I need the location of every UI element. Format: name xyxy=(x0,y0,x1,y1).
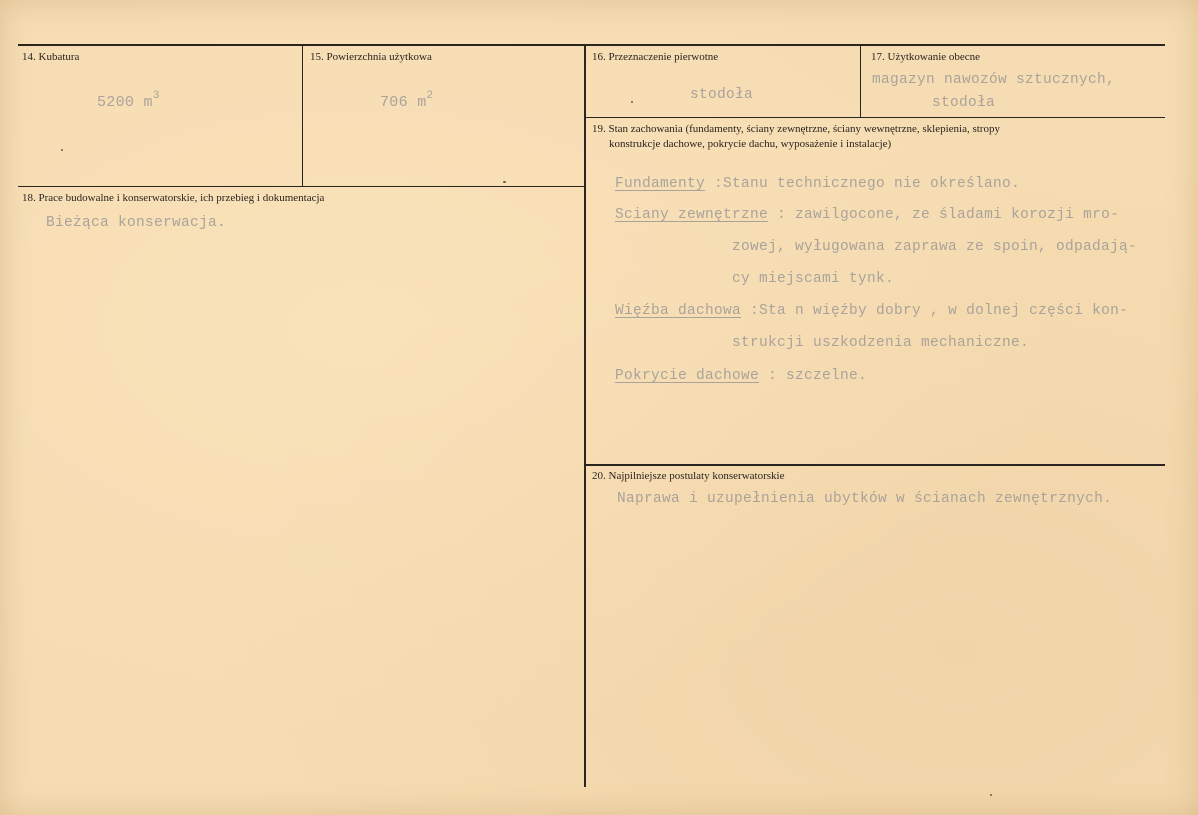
field-15-number: 706 m xyxy=(380,94,427,111)
field-15-value xyxy=(380,87,433,112)
divider-16-17 xyxy=(860,46,861,118)
condition-text-roof-truss: :Sta n więźby dobry , w dolnej części kon- xyxy=(741,303,1129,319)
main-vertical-divider xyxy=(584,46,586,787)
field-15-exponent: 2 xyxy=(426,90,434,102)
condition-heading-foundations: Fundamenty xyxy=(615,176,706,192)
paper-speck xyxy=(631,101,633,103)
rule-under-16-17 xyxy=(585,117,1165,118)
rule-under-14-15 xyxy=(18,186,585,187)
field-20-value: Naprawa i uzupełnienia ubytków w ścianach zewnętrznych. xyxy=(617,491,1113,507)
field-16-value: stodoła xyxy=(690,87,754,103)
condition-line-walls xyxy=(615,206,1119,224)
field-17-label: 17. Użytkowanie obecne xyxy=(871,51,981,63)
field-20-label: 20. Najpilniejsze postulaty konserwatorskie xyxy=(592,470,785,482)
paper-speck xyxy=(61,149,63,151)
paper-speck xyxy=(503,181,506,183)
rule-above-20 xyxy=(585,464,1165,466)
field-15-label: 15. Powierzchnia użytkowa xyxy=(310,51,432,63)
condition-line-roofing xyxy=(615,367,867,385)
condition-text-foundations: :Stanu technicznego nie określano. xyxy=(705,176,1021,192)
field-14-exponent: 3 xyxy=(152,90,160,102)
field-19-label-line-1: 19. Stan zachowania (fundamenty, ściany zewnętrzne, ściany wewnętrzne, sklepienia, stropy xyxy=(592,123,1000,135)
condition-walls-continuation-2: cy miejscami tynk. xyxy=(732,271,895,287)
condition-heading-walls: Sciany zewnętrzne xyxy=(615,207,769,223)
field-19-label-line-2: konstrukcje dachowe, pokrycie dachu, wyposażenie i instalacje) xyxy=(609,138,892,150)
condition-heading-roofing: Pokrycie dachowe xyxy=(615,368,760,384)
field-14-number: 5200 m xyxy=(97,94,153,111)
condition-line-foundations xyxy=(615,175,1020,193)
field-17-value-line-2: stodoła xyxy=(932,95,996,111)
condition-heading-roof-truss: Więźba dachowa xyxy=(615,303,742,319)
condition-roof-truss-continuation: strukcji uszkodzenia mechaniczne. xyxy=(732,335,1030,351)
condition-walls-continuation-1: zowej, wyługowana zaprawa ze spoin, odpadają- xyxy=(732,239,1138,255)
field-18-label: 18. Prace budowalne i konserwatorskie, ich przebieg i dokumentacja xyxy=(22,192,325,204)
condition-text-roofing: : szczelne. xyxy=(759,368,868,384)
paper-speck xyxy=(990,794,992,796)
condition-line-roof-truss xyxy=(615,302,1128,320)
field-16-label: 16. Przeznaczenie pierwotne xyxy=(592,51,719,63)
condition-text-walls: : zawilgocone, ze śladami korozji mro- xyxy=(768,207,1120,223)
top-rule xyxy=(18,44,1165,46)
field-14-label: 14. Kubatura xyxy=(22,51,80,63)
field-18-value: Bieżąca konserwacja. xyxy=(46,215,227,231)
divider-14-15 xyxy=(302,46,303,186)
field-17-value-line-1: magazyn nawozów sztucznych, xyxy=(872,72,1116,88)
field-14-value xyxy=(97,87,160,112)
